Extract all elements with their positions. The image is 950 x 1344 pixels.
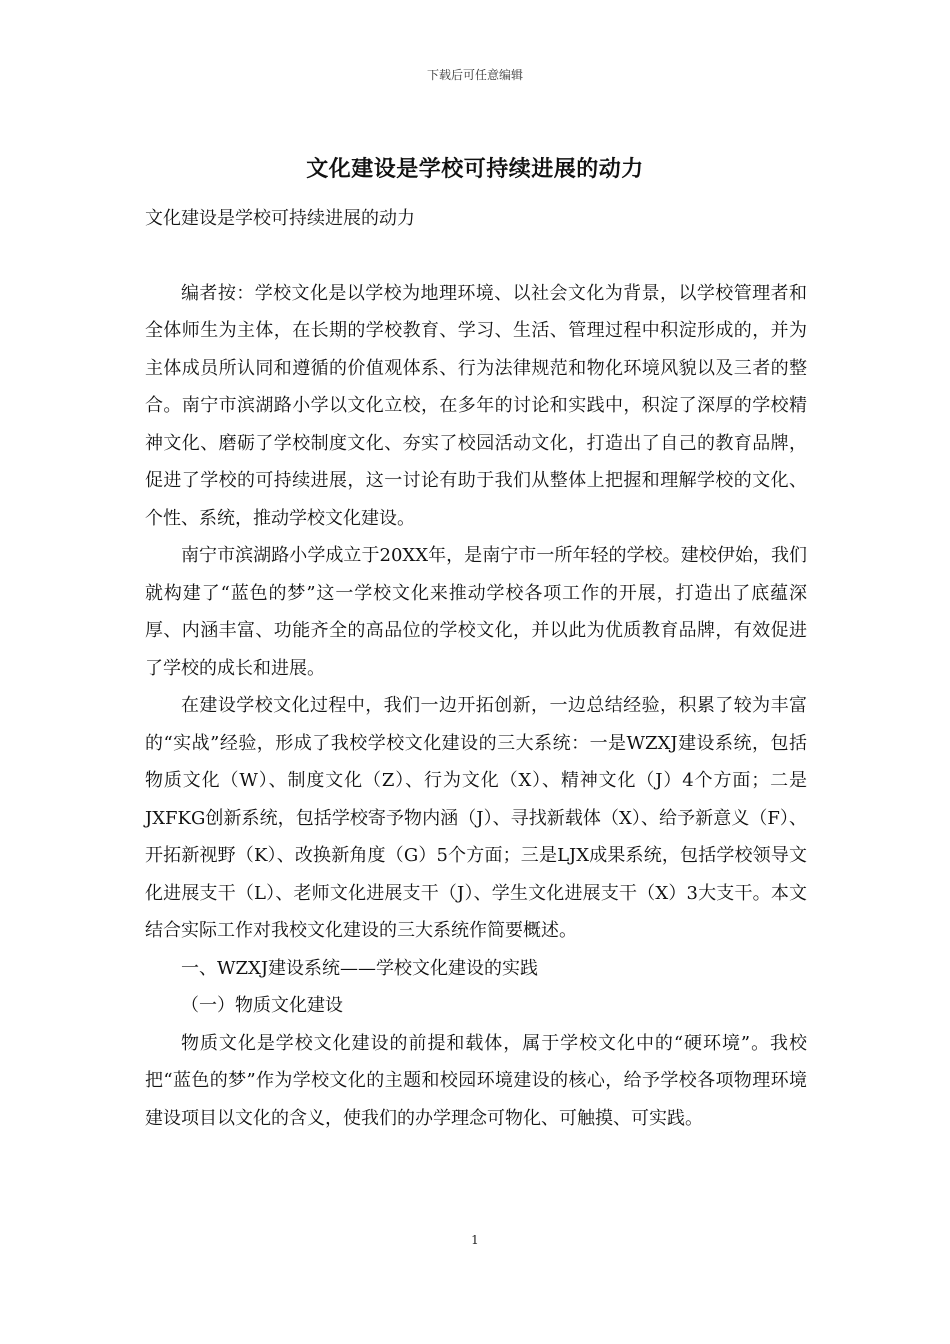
document-subtitle: 文化建设是学校可持续进展的动力 <box>145 208 415 229</box>
subsection-heading: （一）物质文化建设 <box>181 995 343 1016</box>
paragraph-three-systems: 在建设学校文化过程中，我们一边开拓创新，一边总结经验，积累了较为丰富的“实战”经验，形成了我校学校文化建设的三大系统：一是WZXJ建设系统，包括物质文化（W）、制度文化（Z）、行为文化（X）、精神文化（J）4个方面；二是JXFKG创新系统，包括学校寄予物内涵（J）、寻找新载体（X）、给予新意义（F）、开拓新视野（K）、改换新角度（G）5个方面；三是LJX成果系统，包括学校领导文化进展支干（L）、老师文化进展支干（J）、学生文化进展支干（X）3大支干。本文结合实际工作对我校文化建设的三大系统作简要概述。 <box>145 695 807 941</box>
document-title: 文化建设是学校可持续进展的动力 <box>306 156 644 182</box>
section-heading: 一、WZXJ建设系统——学校文化建设的实践 <box>181 957 539 979</box>
page-number: 1 <box>471 1233 479 1247</box>
paragraph-material-culture: 物质文化是学校文化建设的前提和载体，属于学校文化中的“硬环境”。我校把“蓝色的梦”作为学校文化的主题和校园环境建设的核心，给予学校各项物理环境建设项目以文化的含义，使我们的办学理念可物化、可触摸、可实践。 <box>145 1032 807 1129</box>
paragraph-editor-note: 编者按：学校文化是以学校为地理环境、以社会文化为背景，以学校管理者和全体师生为主体，在长期的学校教育、学习、生活、管理过程中积淀形成的，并为主体成员所认同和遵循的价值观体系、行为法律规范和物化环境风貌以及三者的整合。南宁市滨湖路小学以文化立校，在多年的讨论和实践中，积淀了深厚的学校精神文化、磨砺了学校制度文化、夯实了校园活动文化，打造出了自己的教育品牌，促进了学校的可持续进展，这一讨论有助于我们从整体上把握和理解学校的文化、个性、系统，推动学校文化建设。 <box>145 282 807 529</box>
document-body <box>145 200 807 1137</box>
paragraph-school-intro: 南宁市滨湖路小学成立于20XX年，是南宁市一所年轻的学校。建校伊始，我们就构建了“蓝色的梦”这一学校文化来推动学校各项工作的开展，打造出了底蕴深厚、内涵丰富、功能齐全的高品位的学校文化，并以此为优质教育品牌，有效促进了学校的成长和进展。 <box>145 545 807 679</box>
header-note: 下载后可任意编辑 <box>426 68 523 82</box>
